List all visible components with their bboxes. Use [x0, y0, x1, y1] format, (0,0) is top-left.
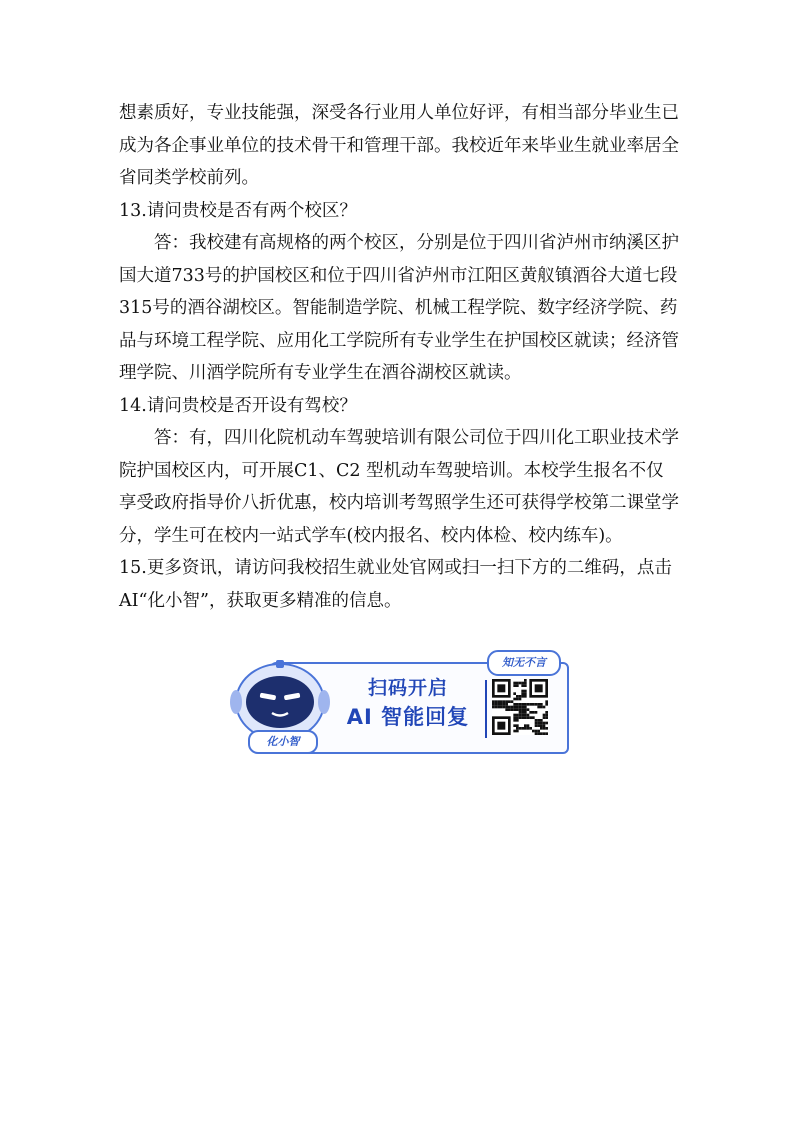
- question-15: 15.更多资讯，请访问我校招生就业处官网或扫一扫下方的二维码，点击AI“化小智”，获取更多精准的信息。: [119, 558, 672, 611]
- robot-name-label: 化小智: [248, 730, 318, 754]
- paragraph-continued: 想素质好，专业技能强，深受各行业用人单位好评，有相当部分毕业生已成为各企事业单位的技术骨干和管理干部。我校近年来毕业生就业率居全省同类学校前列。: [119, 103, 679, 188]
- banner-divider: [485, 680, 487, 738]
- answer-14: 答：有，四川化院机动车驾驶培训有限公司位于四川化工职业技术学院护国校区内，可开展C1、C2 型机动车驾驶培训。本校学生报名不仅享受政府指导价八折优惠，校内培训考驾照学生还可获得学校第二课堂学分，学生可在校内一站式学车(校内报名、校内体检、校内练车)。: [119, 428, 679, 546]
- question-14: 14.请问贵校是否开设有驾校？: [119, 395, 357, 416]
- banner-tag: 知无不言: [487, 650, 561, 676]
- cta-line-2: AI 智能回复: [346, 705, 470, 729]
- body-text: [119, 97, 679, 617]
- banner-cta: [338, 674, 478, 732]
- qr-code-icon[interactable]: [492, 679, 548, 735]
- cta-line-1: 扫码开启: [367, 677, 448, 699]
- question-13: 13.请问贵校是否有两个校区？: [119, 200, 357, 221]
- ai-qr-banner[interactable]: [230, 650, 570, 755]
- answer-13: 答：我校建有高规格的两个校区，分别是位于四川省泸州市纳溪区护国大道733号的护国校区和位于四川省泸州市江阳区黄舣镇酒谷大道七段315号的酒谷湖校区。智能制造学院、机械工程学院、数字经济学院、药品与环境工程学院、应用化工学院所有专业学生在护国校区就读；经济管理学院、川酒学院所有专业学生在酒谷湖校区就读。: [119, 233, 679, 383]
